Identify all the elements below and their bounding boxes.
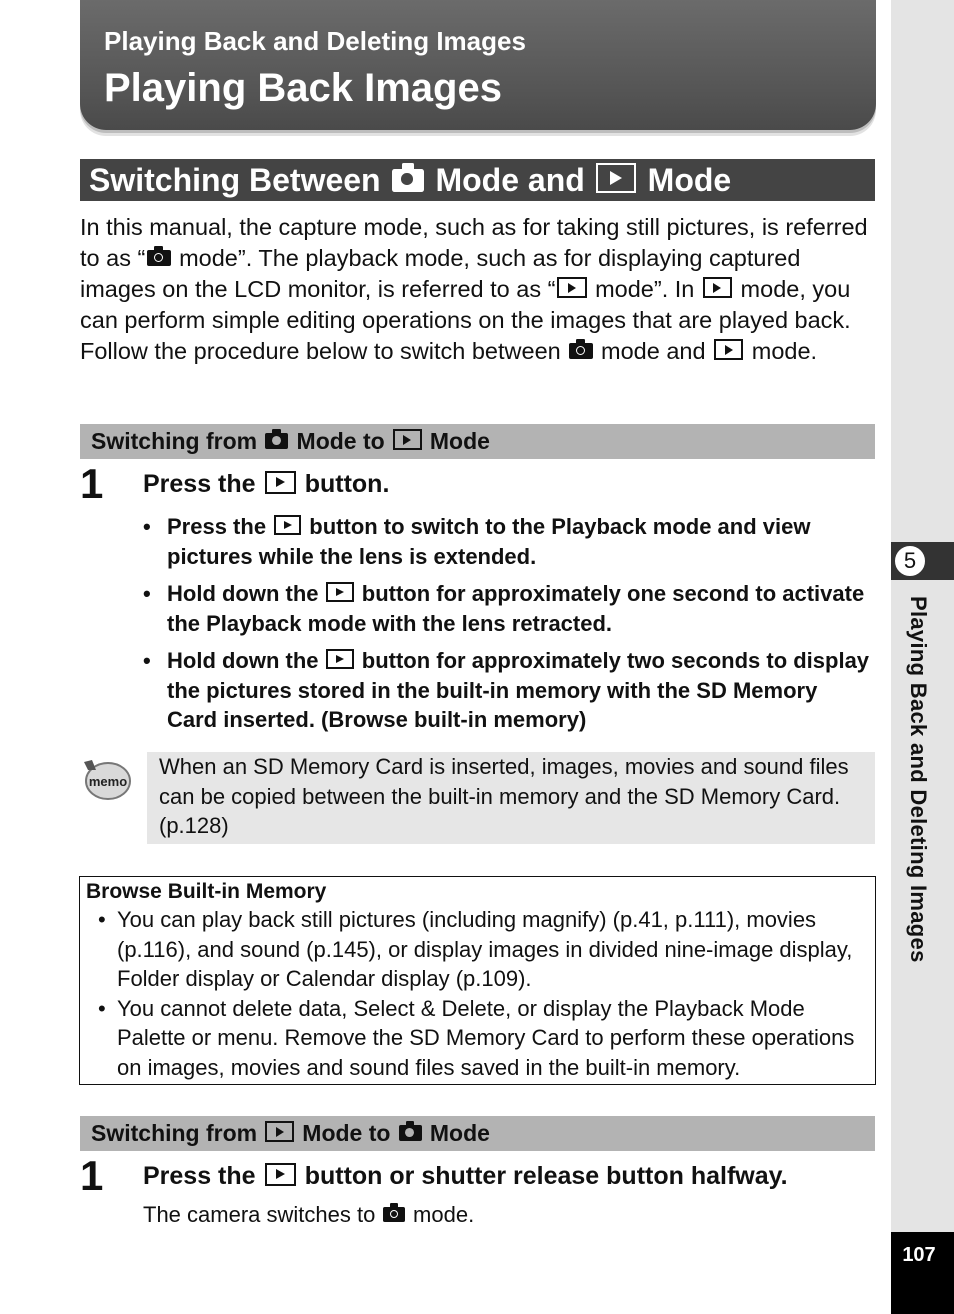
memo-text: When an SD Memory Card is inserted, images, movies and sound files can be copied between the built-in memory and the SD Memory Card. (p.128) [159, 754, 849, 838]
bullet-text: Press the [167, 514, 273, 539]
step-number: 1 [80, 1152, 104, 1199]
list-item [143, 579, 873, 638]
camera-icon [399, 1125, 422, 1142]
camera-icon [383, 1207, 405, 1223]
step-text: Press the [143, 470, 263, 498]
section-title-text: Switching Between [89, 162, 390, 198]
browse-title: Browse Built-in Memory [86, 880, 327, 903]
step-text: button. [297, 470, 390, 498]
playback-icon [596, 163, 636, 192]
bullet-text: button for approximately one second to activate the Playback mode with the lens retracted. [167, 581, 865, 636]
memo-icon [80, 756, 132, 802]
chapter-title: Playing Back and Deleting Images [104, 26, 526, 56]
note-text: The camera switches to [143, 1202, 382, 1227]
playback-icon [265, 471, 296, 494]
list-item [143, 512, 873, 571]
intro-text: mode and [594, 338, 713, 364]
chapter-number: 5 [893, 544, 927, 578]
playback-icon [393, 429, 422, 450]
camera-icon [392, 169, 424, 192]
page-number: 107 [902, 1244, 936, 1266]
step-text: Press the [143, 1162, 263, 1190]
playback-icon [274, 515, 302, 535]
step-note [143, 1199, 474, 1230]
playback-icon [326, 649, 354, 669]
camera-icon [569, 343, 593, 360]
playback-icon [326, 582, 354, 602]
bullet-text: button for approximately two seconds to display the pictures stored in the built-in memory with the SD Memory Card inserted. (Browse built-in memory) [167, 648, 870, 732]
subsection-text: Switching from [91, 428, 264, 454]
subsection-text: Switching from [91, 1120, 264, 1146]
playback-icon [714, 339, 743, 361]
intro-text: mode, you can perform simple editing operations on the images that are played back. [80, 276, 851, 333]
subsection-text: Mode [423, 428, 490, 454]
camera-icon [147, 250, 171, 267]
memo-icon-label: memo [88, 774, 128, 789]
playback-icon [557, 277, 586, 299]
step-text: button or shutter release button halfway. [297, 1162, 788, 1190]
subsection-text: Mode to [295, 1120, 397, 1146]
bullet-text: Hold down the [167, 648, 325, 673]
step-instruction [143, 1162, 788, 1191]
browse-list [86, 905, 867, 1082]
section-title-text: Mode [638, 162, 732, 198]
intro-text: In this manual, the capture mode, such as for taking still pictures, is referred to as “ [80, 214, 868, 271]
subsection-title-capture-to-playback [80, 424, 875, 459]
subsection-title-playback-to-capture [80, 1116, 875, 1151]
playback-icon [703, 277, 732, 299]
intro-text: Follow the procedure below to switch between [80, 338, 568, 364]
intro-text: mode. [745, 338, 818, 364]
intro-paragraph [80, 212, 880, 367]
subsection-text: Mode to [290, 428, 392, 454]
section-title [80, 159, 875, 201]
list-item: • You cannot delete data, Select & Delete, or display the Playback Mode Palette or menu. Remove the SD Memory Card to perform these operations on images, movies and sound files saved in the built-in memory. [86, 994, 867, 1083]
bullet-text: button to switch to the Playback mode and view pictures while the lens is extended. [167, 514, 811, 569]
subsection-text: Mode [423, 1120, 490, 1146]
memo-note [147, 752, 875, 844]
intro-text: mode”. In [588, 276, 701, 302]
step-bullets [143, 512, 873, 743]
step-number: 1 [80, 460, 104, 507]
list-item: • You can play back still pictures (including magnify) (p.41, p.111), movies (p.116), and sound (p.145), or display images in divided nine-image display, Folder display or Calendar display (p.109). [86, 905, 867, 994]
list-item [143, 646, 873, 735]
section-title-text: Mode and [426, 162, 594, 198]
browse-memory-box [79, 876, 876, 1085]
playback-icon [265, 1121, 294, 1142]
note-text: mode. [406, 1202, 475, 1227]
chapter-side-label: Playing Back and Deleting Images [906, 596, 931, 963]
step-instruction [143, 470, 389, 499]
chapter-banner [80, 0, 876, 130]
intro-text: mode”. The playback mode, such as for displaying captured images on the LCD monitor, is referred to as “ [80, 245, 801, 302]
camera-icon [265, 433, 288, 450]
page-title: Playing Back Images [104, 66, 502, 110]
playback-icon [265, 1163, 296, 1186]
bullet-text: Hold down the [167, 581, 325, 606]
